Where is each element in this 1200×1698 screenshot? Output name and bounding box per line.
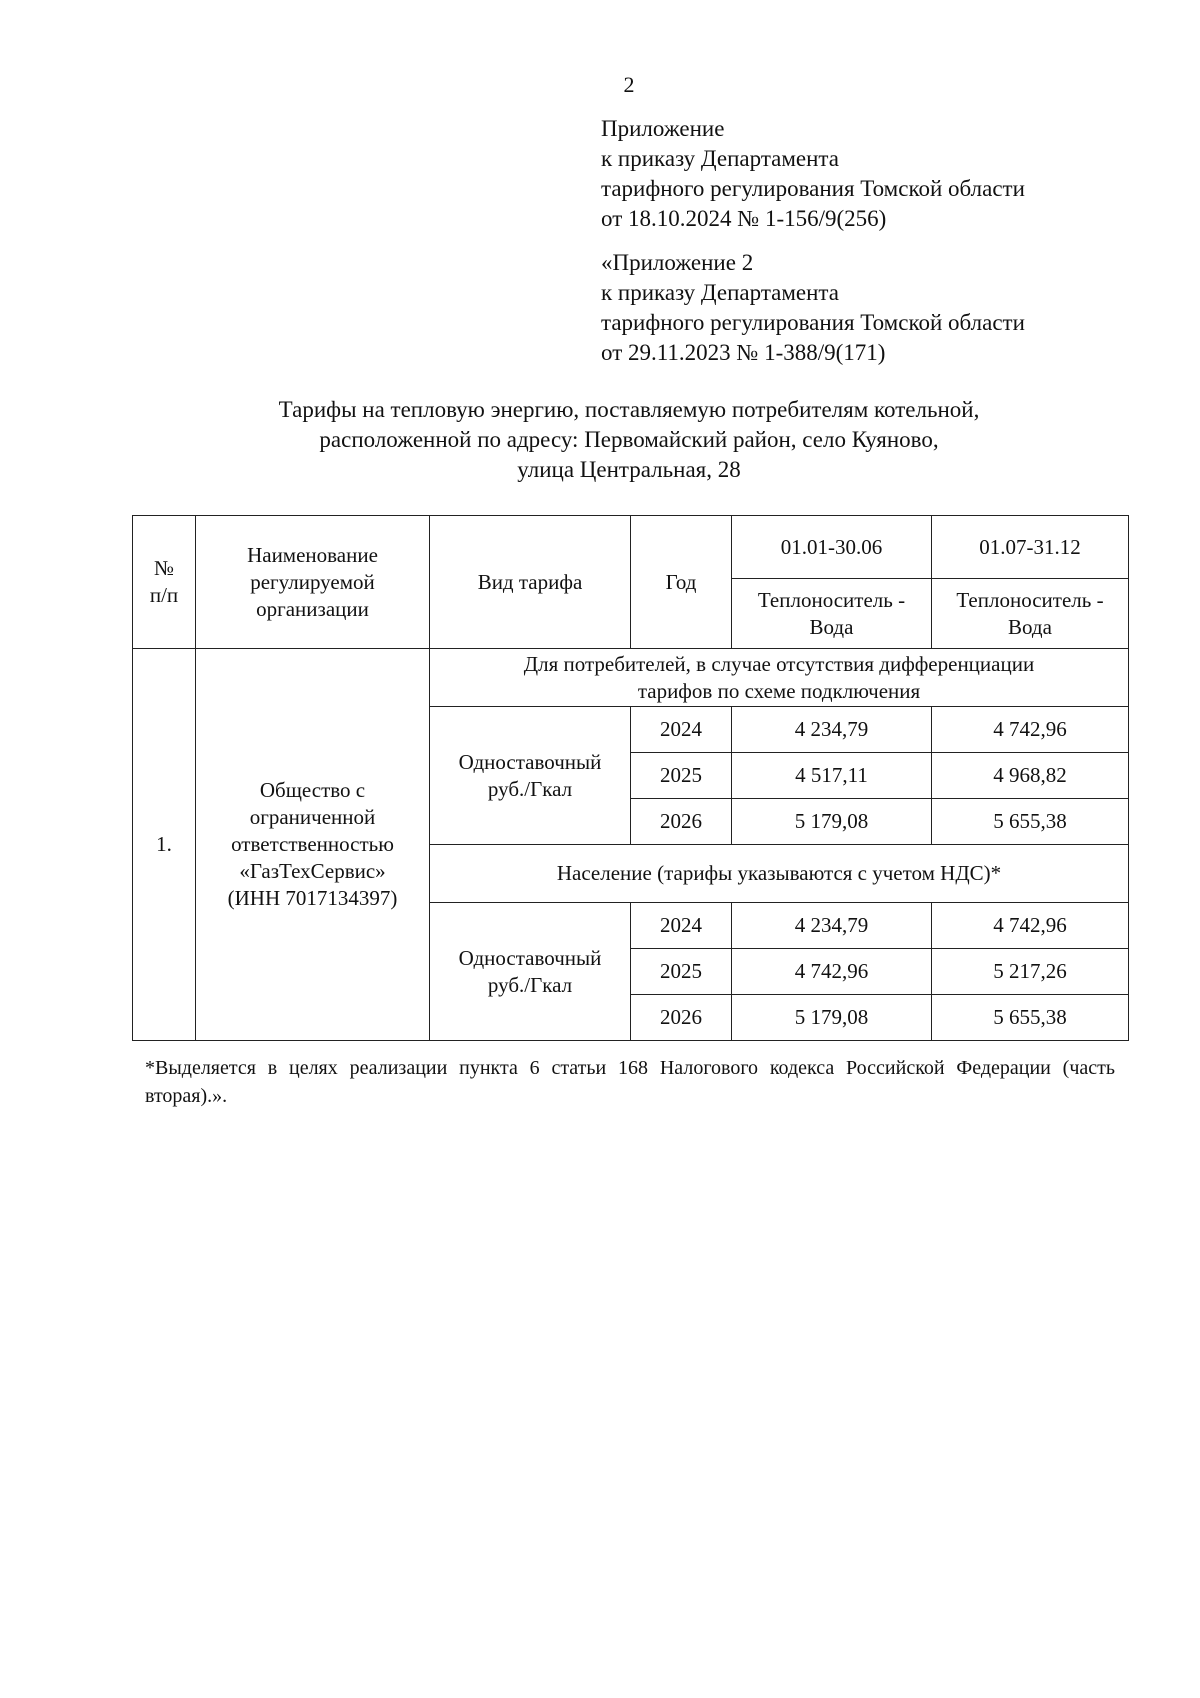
tariff-type-line: руб./Гкал bbox=[487, 776, 573, 801]
tariff-value-period-1: 4 742,96 bbox=[732, 949, 932, 995]
header-carrier-line: Теплоноситель - bbox=[956, 587, 1104, 612]
header-org bbox=[196, 516, 430, 649]
tariff-type-cell bbox=[430, 903, 631, 1041]
appendix-current bbox=[601, 114, 1025, 234]
tariff-value-period-2: 4 742,96 bbox=[932, 707, 1129, 753]
tariff-value-period-2: 4 968,82 bbox=[932, 753, 1129, 799]
appendix-original bbox=[601, 248, 1025, 368]
tariff-value-period-1: 5 179,08 bbox=[732, 995, 932, 1041]
title-line: Тарифы на тепловую энергию, поставляемую потребителям котельной, bbox=[278, 397, 980, 422]
header-num-line: № bbox=[153, 556, 175, 580]
tariff-table bbox=[132, 515, 1129, 1041]
tariff-type-cell bbox=[430, 707, 631, 845]
tariff-type-line: Одноставочный bbox=[458, 945, 602, 970]
header-carrier-2 bbox=[932, 579, 1129, 649]
org-name-line: ответственностью bbox=[231, 832, 394, 856]
year-cell: 2024 bbox=[631, 707, 732, 753]
appendix-current-line: к приказу Департамента bbox=[601, 146, 839, 171]
tariff-type-line: Одноставочный bbox=[458, 749, 602, 774]
row-number: 1. bbox=[133, 649, 196, 1041]
title-line: расположенной по адресу: Первомайский район, село Куяново, bbox=[319, 427, 939, 452]
appendix-original-line: «Приложение 2 bbox=[601, 250, 754, 275]
header-num-line: п/п bbox=[149, 583, 179, 607]
year-cell: 2025 bbox=[631, 949, 732, 995]
org-name-line: «ГазТехСервис» bbox=[239, 859, 386, 883]
header-org-line: регулируемой bbox=[250, 569, 375, 594]
section-heading bbox=[430, 649, 1129, 707]
section-heading bbox=[430, 845, 1129, 903]
header-org-line: Наименование bbox=[247, 542, 378, 567]
header-period-2: 01.07-31.12 bbox=[932, 516, 1129, 579]
header-num bbox=[133, 516, 196, 649]
title-line: улица Центральная, 28 bbox=[517, 457, 741, 482]
org-name-cell bbox=[196, 649, 430, 1041]
year-cell: 2026 bbox=[631, 995, 732, 1041]
year-cell: 2026 bbox=[631, 799, 732, 845]
page-number: 2 bbox=[623, 72, 635, 97]
tariff-type-line: руб./Гкал bbox=[487, 972, 573, 997]
section-heading-line: Для потребителей, в случае отсутствия дифференциации bbox=[523, 651, 1035, 676]
tariff-value-period-2: 5 655,38 bbox=[932, 799, 1129, 845]
header-period-1: 01.01-30.06 bbox=[732, 516, 932, 579]
header-carrier-line: Теплоноситель - bbox=[757, 587, 906, 612]
header-tariff-type: Вид тарифа bbox=[430, 516, 631, 649]
org-name-line: (ИНН 7017134397) bbox=[227, 886, 398, 910]
appendix-original-line: к приказу Департамента bbox=[601, 280, 839, 305]
appendix-current-line: Приложение bbox=[601, 116, 725, 141]
header-year: Год bbox=[631, 516, 732, 649]
header-carrier-line: Вода bbox=[1008, 614, 1052, 639]
year-cell: 2025 bbox=[631, 753, 732, 799]
tariff-value-period-1: 4 517,11 bbox=[732, 753, 932, 799]
tariff-value-period-1: 4 234,79 bbox=[732, 903, 932, 949]
appendix-original-line: от 29.11.2023 № 1-388/9(171) bbox=[601, 340, 886, 365]
year-cell: 2024 bbox=[631, 903, 732, 949]
tariff-value-period-2: 5 655,38 bbox=[932, 995, 1129, 1041]
tariff-value-period-1: 5 179,08 bbox=[732, 799, 932, 845]
footnote: *Выделяется в целях реализации пункта 6 статьи 168 Налогового кодекса Российской Федерации (часть вторая).». bbox=[145, 1057, 1115, 1107]
org-name-line: Общество с bbox=[259, 778, 366, 802]
appendix-current-line: от 18.10.2024 № 1-156/9(256) bbox=[601, 206, 887, 231]
tariff-value-period-2: 5 217,26 bbox=[932, 949, 1129, 995]
section-heading-line: тарифов по схеме подключения bbox=[637, 678, 921, 703]
appendix-original-line: тарифного регулирования Томской области bbox=[601, 310, 1025, 335]
tariff-value-period-2: 4 742,96 bbox=[932, 903, 1129, 949]
appendix-current-line: тарифного регулирования Томской области bbox=[601, 176, 1025, 201]
header-carrier-1 bbox=[732, 579, 932, 649]
tariff-value-period-1: 4 234,79 bbox=[732, 707, 932, 753]
header-org-line: организации bbox=[256, 596, 369, 621]
section-heading-line: Население (тарифы указываются с учетом НДС)* bbox=[556, 861, 1002, 885]
document-title bbox=[130, 395, 1128, 485]
header-carrier-line: Вода bbox=[809, 614, 854, 639]
org-name-line: ограниченной bbox=[249, 805, 376, 829]
